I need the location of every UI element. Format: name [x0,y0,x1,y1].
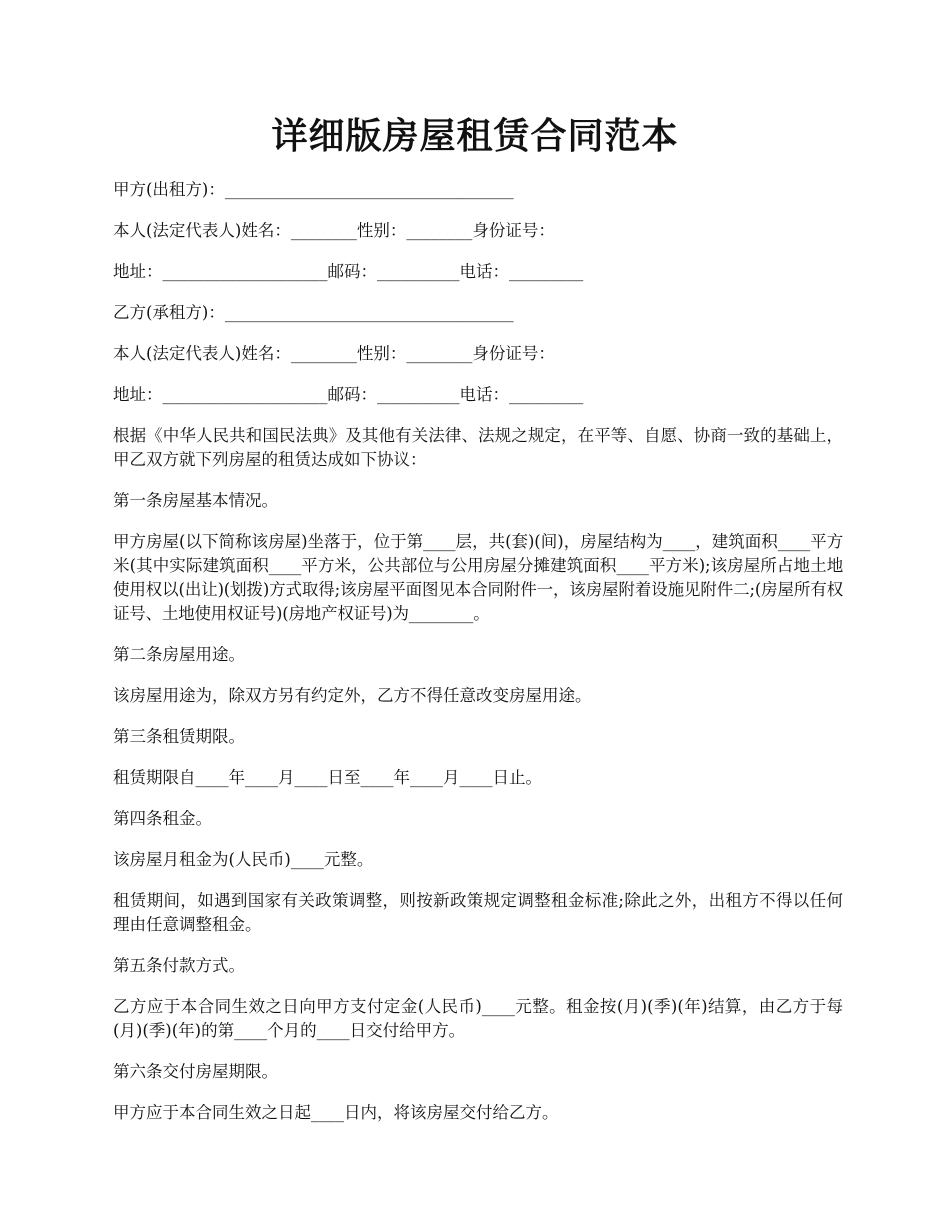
preamble-paragraph: 根据《中华人民共和国民法典》及其他有关法律、法规之规定，在平等、自愿、协商一致的基础上，甲乙双方就下列房屋的租赁达成如下协议： [113,426,843,469]
article-6-body: 甲方应于本合同生效之日起____日内，将该房屋交付给乙方。 [113,1103,559,1122]
article-5-heading: 第五条付款方式。 [113,956,245,975]
article-3-heading: 第三条租赁期限。 [113,727,245,746]
lessor-address-line: 地址：____________________邮码：__________电话：_________ [113,262,584,281]
article-1-heading: 第一条房屋基本情况。 [113,491,278,510]
lessee-address-line: 地址：____________________邮码：__________电话：_________ [113,385,584,404]
article-4-adjustment: 租赁期间，如遇到国家有关政策调整，则按新政策规定调整租金标准;除此之外，出租方不得以任何理由任意调整租金。 [113,891,843,934]
document-body [113,178,843,1142]
article-2-body: 该房屋用途为，除双方另有约定外，乙方不得任意改变房屋用途。 [113,686,592,705]
lessee-line: 乙方(承租方)：___________________________________ [113,303,514,322]
article-5-body: 乙方应于本合同生效之日向甲方支付定金(人民币)____元整。租金按(月)(季)(年)结算，由乙方于每(月)(季)(年)的第____个月的____日交付给甲方。 [113,997,843,1040]
document-title: 详细版房屋租赁合同范本 [271,115,679,157]
lessor-representative-line: 本人(法定代表人)姓名：________性别：________身份证号： [113,221,555,240]
article-4-heading: 第四条租金。 [113,809,212,828]
article-6-heading: 第六条交付房屋期限。 [113,1062,278,1081]
lessee-representative-line: 本人(法定代表人)姓名：________性别：________身份证号： [113,344,555,363]
article-2-heading: 第二条房屋用途。 [113,645,245,664]
article-3-body: 租赁期限自____年____月____日至____年____月____日止。 [113,768,542,787]
article-1-body: 甲方房屋(以下简称该房屋)坐落于，位于第____层，共(套)(间)，房屋结构为____，建筑面积____平方米(其中实际建筑面积____平方米，公共部位与公用房屋分摊建筑面积____平方米);该房屋所占地土地使用权以(出让)(划拨)方式取得;该房屋平面图见本合同附件一，该房屋附着设施见附件二;(房屋所有权证号、土地使用权证号)(房地产权证号)为________。 [113,532,843,623]
article-4-body: 该房屋月租金为(人民币)____元整。 [113,850,374,869]
lessor-line: 甲方(出租方)：___________________________________ [113,180,514,199]
